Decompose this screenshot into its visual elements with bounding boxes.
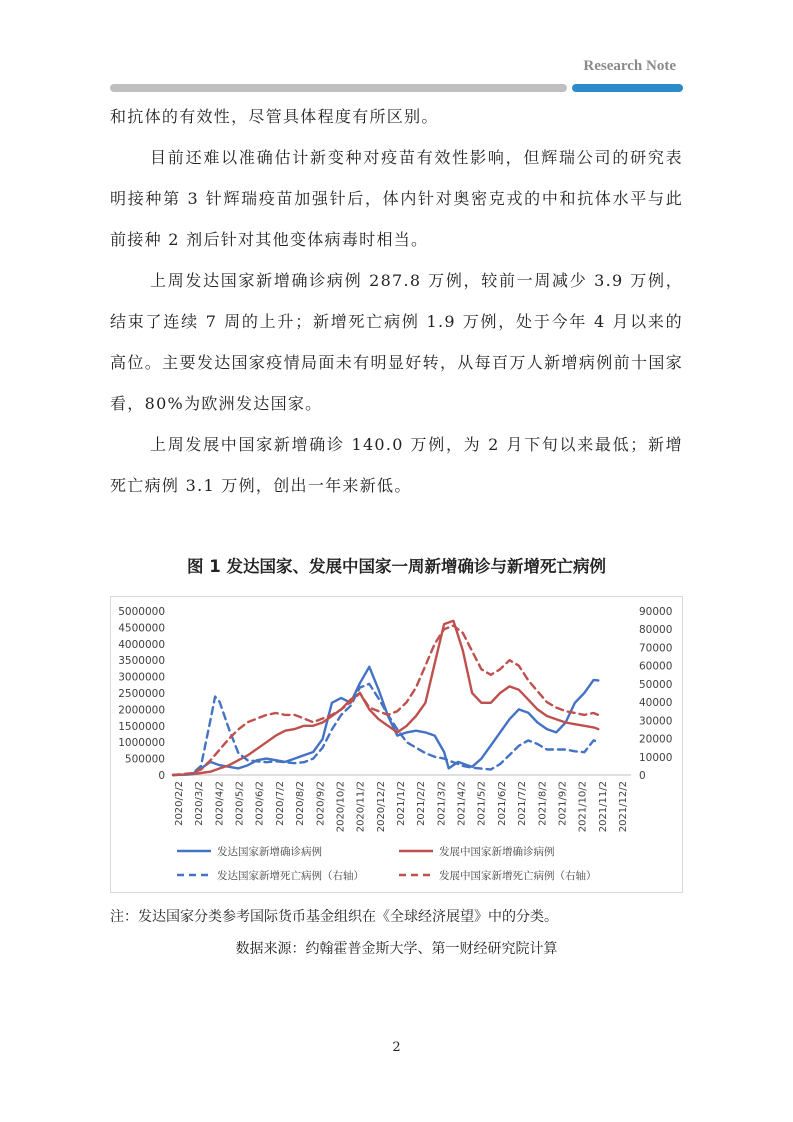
y-left-tick-label: 3000000 xyxy=(118,671,165,684)
x-tick-label: 2020/9/2 xyxy=(315,781,327,826)
y-right-tick-label: 60000 xyxy=(639,660,673,673)
y-left-tick-label: 2000000 xyxy=(118,704,165,717)
x-tick-label: 2021/1/2 xyxy=(396,781,407,826)
x-tick-label: 2020/4/2 xyxy=(214,781,226,826)
paragraph-4: 上周发展中国家新增确诊 140.0 万例，为 2 月下旬以来最低；新增死亡病例 3.1 万例，创出一年来新低。 xyxy=(110,435,683,495)
x-tick-label: 2021/4/2 xyxy=(456,781,468,826)
y-right-tick-label: 20000 xyxy=(639,733,673,746)
y-left-tick-label: 500000 xyxy=(124,753,165,766)
y-left-tick-label: 0 xyxy=(158,770,165,782)
figure-title: 图 1 发达国家、发展中国家一周新增确诊与新增死亡病例 xyxy=(187,557,606,576)
legend-label-2: 发展中国家新增确诊病例 xyxy=(439,846,555,858)
x-tick-label: 2021/3/2 xyxy=(436,781,448,826)
header-divider-gray xyxy=(110,84,567,92)
y-left-tick-label: 1000000 xyxy=(118,737,165,750)
y-left-tick-label: 5000000 xyxy=(118,606,165,618)
header-divider-blue xyxy=(572,84,683,92)
y-right-tick-label: 10000 xyxy=(639,751,673,764)
x-tick-label: 2021/11/2 xyxy=(597,781,609,833)
body-text xyxy=(110,96,683,506)
legend-label-4: 发展中国家新增死亡病例（右轴） xyxy=(439,870,597,882)
y-right-tick-label: 0 xyxy=(639,770,646,782)
figure-source: 数据来源：约翰霍普金斯大学、第一财经研究院计算 xyxy=(235,941,558,957)
paragraph-2: 目前还难以准确估计新变种对疫苗有效性影响，但辉瑞公司的研究表明接种第 3 针辉瑞疫苗加强针后，体内针对奥密克戎的中和抗体水平与此前接种 2 剂后针对其他变体病毒时相当。 xyxy=(110,148,683,249)
y-right-tick-label: 70000 xyxy=(639,642,673,655)
x-tick-label: 2020/11/2 xyxy=(355,781,367,833)
y-right-tick-label: 30000 xyxy=(639,715,673,728)
x-tick-label: 2020/2/2 xyxy=(174,781,185,826)
page-number: 2 xyxy=(392,1040,401,1055)
x-tick-label: 2020/3/2 xyxy=(194,781,206,826)
legend-label-1: 发达国家新增确诊病例 xyxy=(217,846,322,858)
y-left-tick-label: 4500000 xyxy=(118,622,165,635)
figure-note: 注：发达国家分类参考国际货币基金组织在《全球经济展望》中的分类。 xyxy=(110,909,558,925)
x-tick-label: 2021/7/2 xyxy=(517,781,529,826)
x-tick-label: 2021/6/2 xyxy=(496,781,508,826)
y-left-tick-label: 1500000 xyxy=(118,720,165,733)
paragraph-3: 上周发达国家新增确诊病例 287.8 万例，较前一周减少 3.9 万例，结束了连续 7 周的上升；新增死亡病例 1.9 万例，处于今年 4 月以来的高位。主要发达国家疫情局面未有明显好转，从每百万人新增病例前十国家看，80%为欧洲发达国家。 xyxy=(110,271,683,413)
x-tick-label: 2021/8/2 xyxy=(537,781,549,826)
paragraph-1: 和抗体的有效性，尽管具体程度有所区别。 xyxy=(110,107,439,126)
x-tick-label: 2020/12/2 xyxy=(375,781,387,833)
series-line-1 xyxy=(173,667,598,775)
y-left-tick-label: 3500000 xyxy=(118,655,165,668)
y-left-tick-label: 2500000 xyxy=(118,688,165,700)
x-tick-label: 2021/2/2 xyxy=(416,781,428,826)
y-right-tick-label: 80000 xyxy=(639,624,673,637)
x-tick-label: 2021/10/2 xyxy=(577,781,589,833)
y-right-tick-label: 50000 xyxy=(639,678,673,691)
y-left-tick-label: 4000000 xyxy=(118,638,165,651)
y-right-tick-label: 90000 xyxy=(639,606,673,618)
chart-container xyxy=(110,596,683,893)
y-right-tick-label: 40000 xyxy=(639,697,673,710)
x-tick-label: 2020/5/2 xyxy=(234,781,246,826)
x-tick-label: 2021/5/2 xyxy=(476,781,488,826)
x-tick-label: 2020/7/2 xyxy=(274,781,286,826)
header-label: Research Note xyxy=(583,58,676,74)
x-tick-label: 2020/8/2 xyxy=(295,781,307,826)
x-tick-label: 2021/9/2 xyxy=(557,781,569,826)
line-chart xyxy=(111,597,682,892)
x-tick-label: 2020/6/2 xyxy=(254,781,266,826)
series-line-4 xyxy=(173,626,598,775)
x-tick-label: 2021/12/2 xyxy=(618,781,629,833)
x-tick-label: 2020/10/2 xyxy=(335,781,347,833)
legend-label-3: 发达国家新增死亡病例（右轴） xyxy=(217,870,364,882)
